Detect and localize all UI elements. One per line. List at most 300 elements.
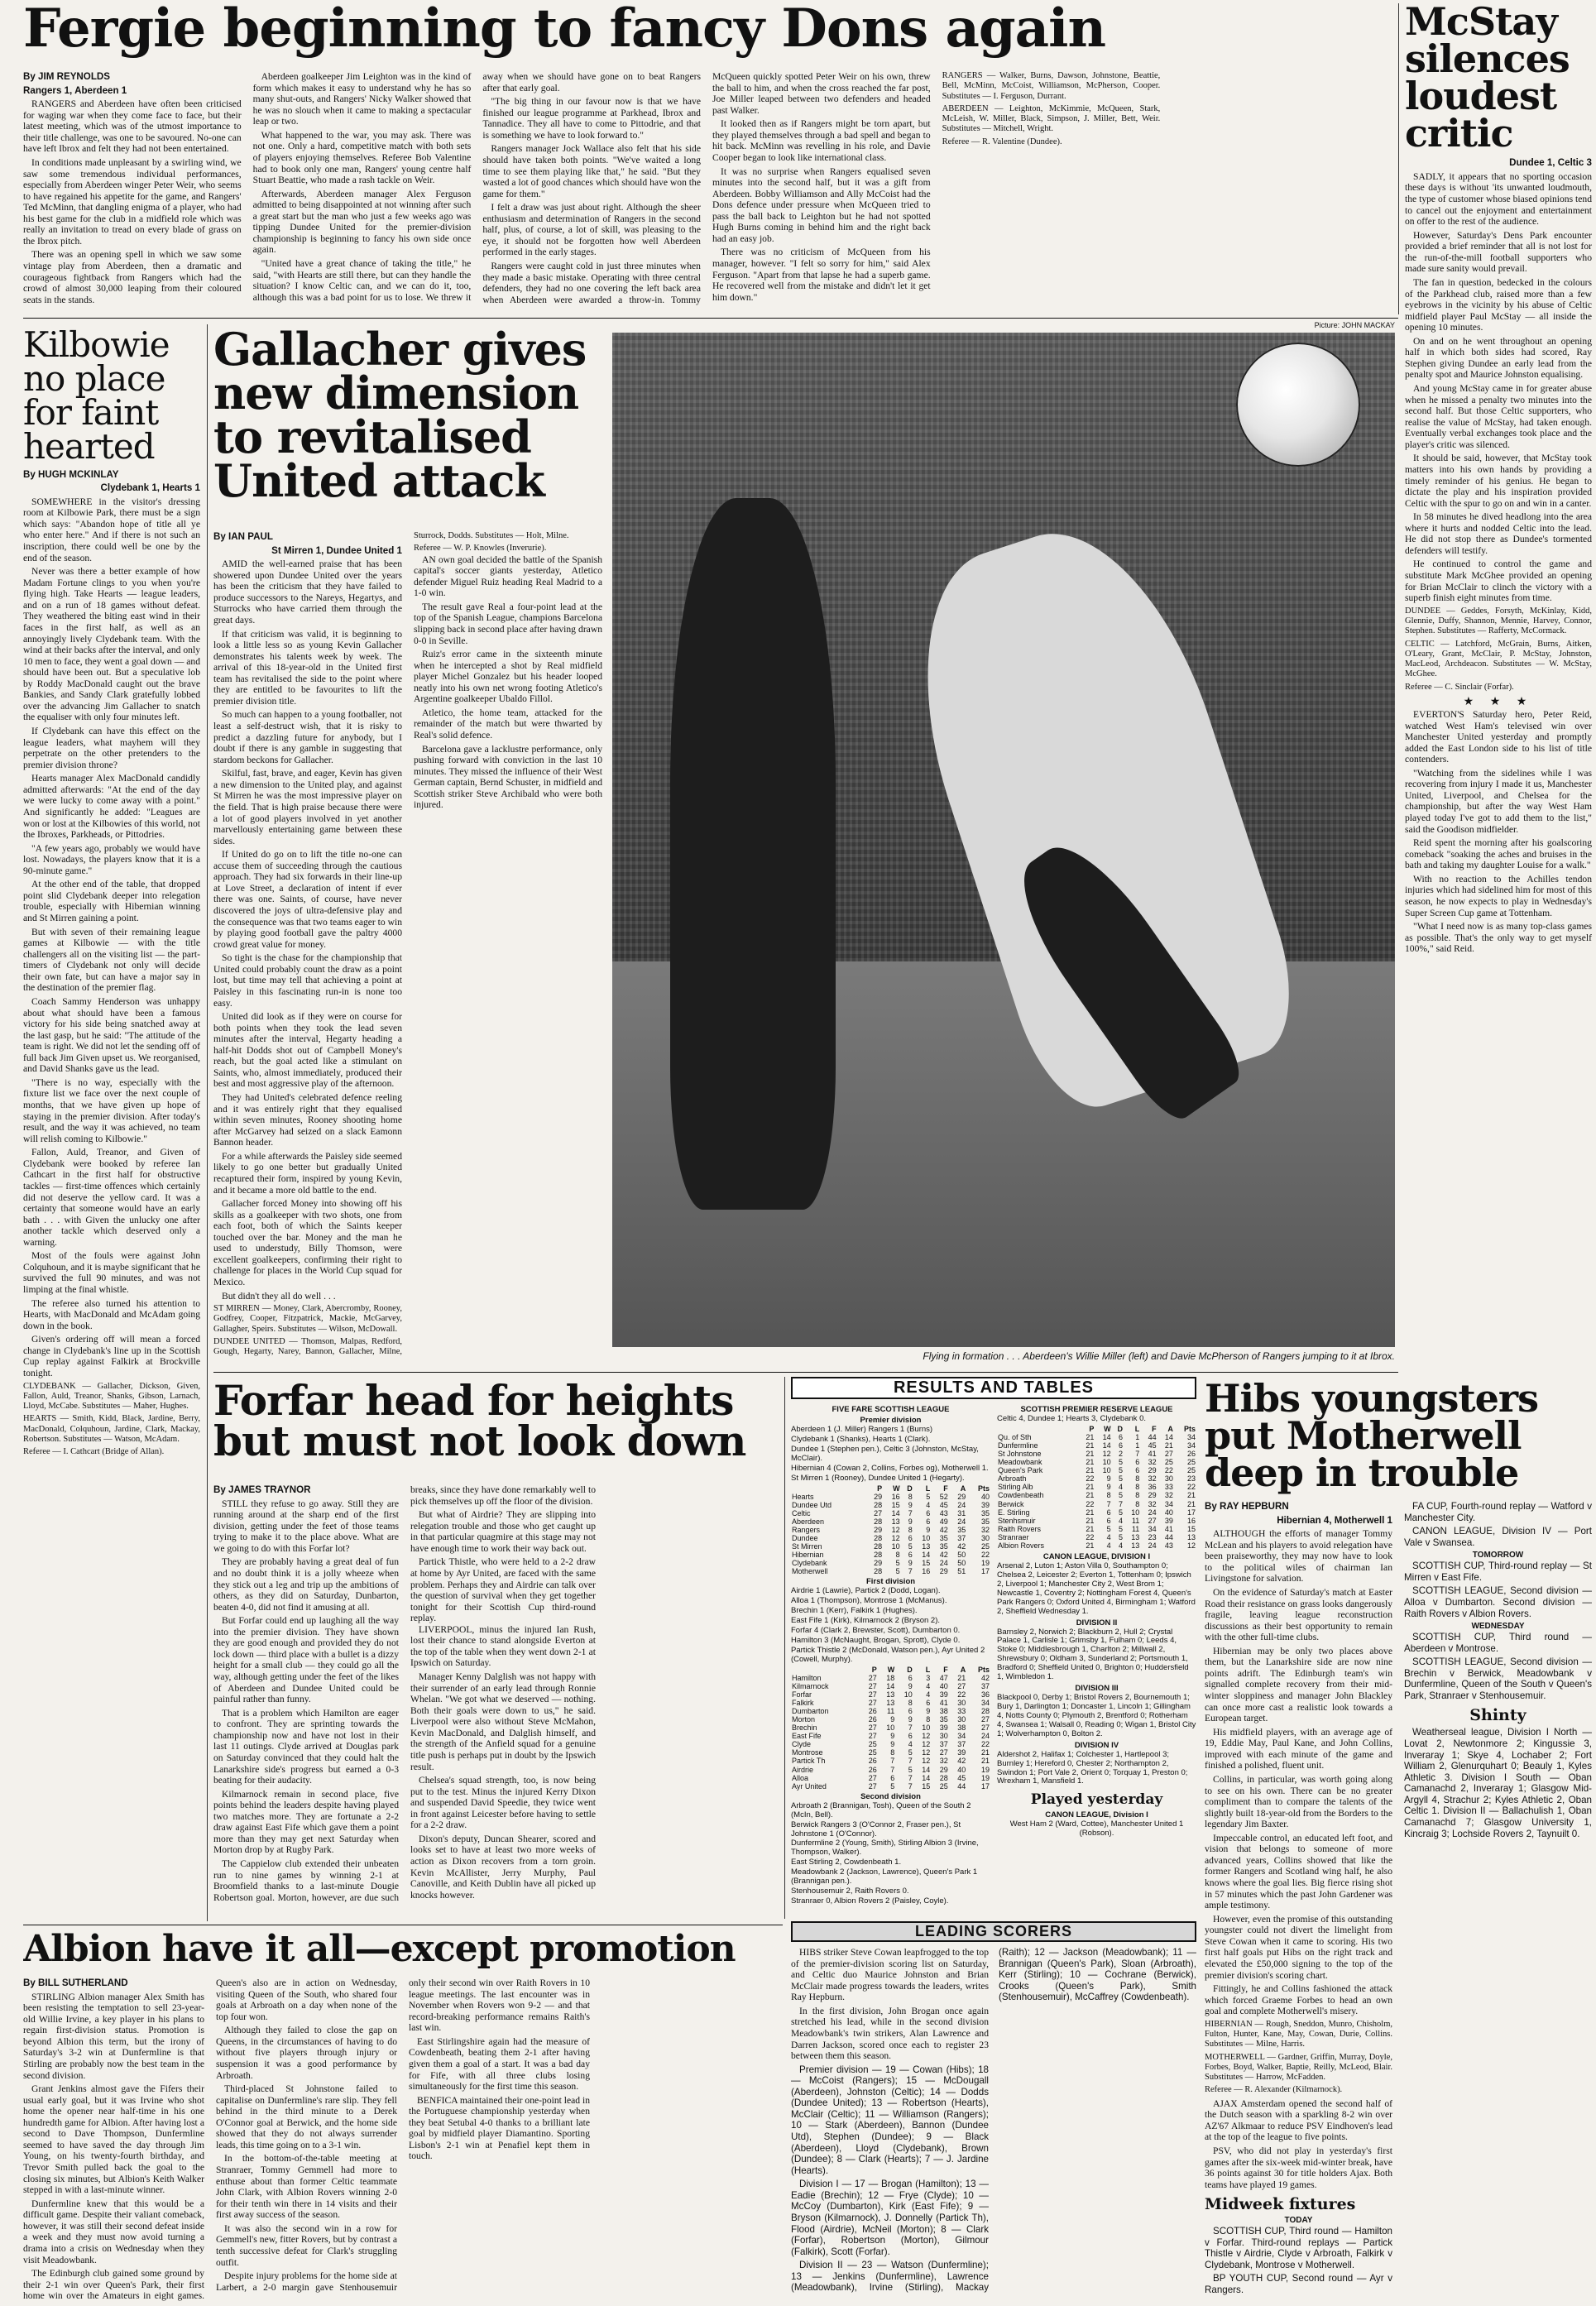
forfar-article xyxy=(213,1377,793,1919)
stat-cell: 40 xyxy=(980,1492,990,1501)
stat-cell: 26 xyxy=(868,1707,877,1715)
results-panel xyxy=(791,1377,1196,1915)
stat-cell: 9 xyxy=(908,1559,913,1568)
stat-cell: 9 xyxy=(908,1500,913,1509)
mcstay-subline: Dundee 1, Celtic 3 xyxy=(1509,157,1592,169)
spain-paragraphs xyxy=(414,554,602,811)
stat-cell: 8 xyxy=(926,1715,931,1724)
stat-cell: 5 xyxy=(1118,1508,1123,1517)
table-row xyxy=(997,1541,1196,1550)
kilbowie-author: BY HUGH MCKINLAY xyxy=(23,469,200,481)
table-row xyxy=(791,1740,990,1748)
canon-division1 xyxy=(997,1562,1196,1617)
table-row xyxy=(791,1782,990,1791)
stat-cell: 24 xyxy=(939,1559,948,1568)
stat-cell: 24 xyxy=(957,1517,966,1526)
stat-cell: 13 xyxy=(891,1517,900,1526)
team-lineup: Referee — R. Valentine (Dundee). xyxy=(942,137,1062,146)
stat-cell: 25 xyxy=(939,1781,948,1791)
stat-cell: 16 xyxy=(1186,1516,1196,1525)
stat-cell: 32 xyxy=(1164,1491,1173,1500)
stat-cell: 42 xyxy=(980,1673,990,1682)
paragraph: SADLY, it appears that no sporting occasion these days is without 'its unwanted loudmouth, the type of customer whose biased opinions tend to cancel out the enjoyment and entertainment on offer to the rest of the audience. xyxy=(1405,170,1592,228)
stat-cell: 30 xyxy=(1164,1474,1173,1484)
table-header-cell: D xyxy=(907,1665,913,1674)
stat-cell: 5 xyxy=(908,1748,913,1757)
stat-cell: 42 xyxy=(939,1551,948,1560)
table-row xyxy=(791,1748,990,1757)
paragraph: Barcelona gave a lacklustre performance, only pushing forward with conviction in the last 10 minutes. They missed the influence of their West German captain, Bernd Schuster, in midfield and Scottish striker Steve Archibald who were both injured. xyxy=(414,743,602,811)
stat-cell: 49 xyxy=(939,1517,948,1526)
stat-cell: 28 xyxy=(874,1517,883,1526)
team-lineup: CLYDEBANK — Gallacher, Dickson, Given, Fallon, Auld, Treanor, Shanks, Gibson, Larnach, Lloyd, McCabe. Substitutes — Maher, Hughes. xyxy=(23,1381,200,1412)
result-line: Airdrie 1 (Lawrie), Partick 2 (Dodd, Logan). xyxy=(791,1586,941,1596)
canon-division4 xyxy=(997,1751,1196,1787)
gallacher-headline: Gallacher gives new dimension to revitalised United attack xyxy=(213,324,587,507)
stat-cell: 6 xyxy=(926,1517,931,1526)
paragraph: The Edinburgh club gained some ground by their 2-1 win over Queen's Park, their first home win over the Amateurs in eight games. Queen's also are in action on Wednesday, visiting Queen of the South, who shared four goals at Arbroath on a day when none of the top four won. xyxy=(23,1978,397,2302)
paragraph: Aberdeen goalkeeper Jim Leighton was in the kind of form which makes it easy to understand why he has so many shut-outs, and Rangers' Nicky Walker showed that he was no slouch when it came to making a spectacular leap or two. xyxy=(252,71,472,127)
premier-results xyxy=(791,1426,990,1484)
stat-cell: 4 xyxy=(1106,1541,1111,1550)
everton-paragraphs xyxy=(1405,709,1592,955)
stat-cell: 8 xyxy=(1135,1474,1140,1484)
stat-cell: 22 xyxy=(1164,1466,1173,1475)
stat-cell: 25 xyxy=(1164,1458,1173,1467)
stat-cell: 30 xyxy=(980,1533,990,1542)
table-row xyxy=(791,1551,990,1559)
stat-cell: 10 xyxy=(891,1542,900,1551)
leading-premier: Premier division — 19 — Cowan (Hibs); 18 — McCoist (Rangers); 15 — McDougall (Aberdeen), Johnston (Celtic); 14 — Dodds (Dundee United); 13 — Robertson (Hearts), McClair (Celtic); 11 — Williamson (Rangers); 10 — Stark (Aberdeen), Bannon (Dundee Utd), Stephen (Dundee); 9 — Black (Aberdeen), Lloyd (Clydebank), Brown (Dundee); 8 — Clark (Hearts); 7 — J. Jardine (Hearts). xyxy=(791,2064,989,2176)
stat-cell: 22 xyxy=(1086,1499,1095,1508)
table-header-cell: Pts xyxy=(1183,1424,1196,1433)
table-row xyxy=(791,1493,990,1501)
paragraph: "A few years ago, probably we would have lost. Nowadays, the players know that it is a 90-minute game." xyxy=(23,842,200,876)
stat-cell: 8 xyxy=(1135,1483,1140,1492)
stat-cell: 12 xyxy=(891,1533,900,1542)
stat-cell: 27 xyxy=(868,1690,877,1699)
table-header-cell: D xyxy=(1117,1424,1123,1433)
stat-cell: 21 xyxy=(1086,1491,1095,1500)
paragraph: If Clydebank can have this effect on the league leaders, what mayhem will they perpetrate on the other pretenders to the premier division throne? xyxy=(23,726,200,770)
main-article xyxy=(23,0,1390,316)
stat-cell: 17 xyxy=(1186,1508,1196,1517)
table-row xyxy=(997,1466,1196,1474)
stat-cell: 40 xyxy=(939,1681,948,1690)
table-row xyxy=(997,1517,1196,1525)
stat-cell: 7 xyxy=(908,1508,913,1517)
paragraph: But Forfar could end up laughing all the way into the premier division. They have shown they are good enough and provided they do not lock down — third place with a bullet is a dizzy height for a small club — they could go all the way, although getting under the feet of the likes of Aberdeen and Dundee United could be painful rather than funny. xyxy=(213,1615,399,1705)
team-name-cell: Celtic xyxy=(792,1508,811,1517)
stat-cell: 16 xyxy=(891,1492,900,1501)
albion-article xyxy=(23,1930,783,2304)
stat-cell: 35 xyxy=(980,1508,990,1517)
paragraph: SOMEWHERE in the visitor's dressing room at Kilbowie Park, there must be a sign which says: "Abandon hope of title all ye who enter here." And if there is not such an inscription, there could well be one by the end of the season. xyxy=(23,496,200,563)
result-line: Blackpool 0, Derby 1; Bristol Rovers 2, Bournemouth 1; Bury 1, Darlington 1; Doncaster 1, Lincoln 1; Gillingham 4, Notts County 0; Plymouth 2, Brentford 0; Rotherham 4, Swansea 1; Walsall 0, Reading 0; Wigan 1, Bristol City 1; Wolverhampton 0, Bolton 2. xyxy=(997,1693,1196,1738)
team-lineup: HIBERNIAN — Rough, Sneddon, Munro, Chisholm, Fulton, Hunter, Kane, May, Cowan, Durie, Collins. Substitutes — Milne, Harris. xyxy=(1205,2019,1392,2050)
reserve-title: SCOTTISH PREMIER RESERVE LEAGUE xyxy=(1020,1405,1173,1414)
table-row xyxy=(997,1508,1196,1517)
paragraph: They are probably having a great deal of fun and no doubt think it is a jolly wheeze when they stick out a leg and trip up the ambitions of others, as they did on Saturday, Dunbarton, beaten 4-0, did not find it amusing at all. xyxy=(213,1556,399,1613)
team-name-cell: East Fife xyxy=(792,1732,822,1741)
stat-cell: 32 xyxy=(1148,1499,1157,1508)
stat-cell: 9 xyxy=(926,1707,931,1715)
forfar-body xyxy=(213,1484,793,1915)
canon-division4-title: DIVISION IV xyxy=(1074,1740,1119,1750)
table-row xyxy=(791,1690,990,1699)
stat-cell: 6 xyxy=(890,1773,895,1782)
paragraph: What happened to the war, you may ask. There was not one. Only a hard, competitive match with both sets of players enjoying themselves. Referee Bob Valentine had to book only one man, Rangers' young centre half Stuart Beattie, who made a rash tackle on Weir. xyxy=(252,129,472,186)
result-line: Arbroath 2 (Brannigan, Tosh), Queen of the South 2 (McIn, Bell). xyxy=(791,1800,971,1819)
stat-cell: 22 xyxy=(1086,1532,1095,1541)
stat-cell: 7 xyxy=(908,1773,913,1782)
stat-cell: 37 xyxy=(957,1740,966,1749)
stat-cell: 6 xyxy=(1106,1508,1111,1517)
paragraph: The fan in question, bedecked in the colours of the Parkhead club, raised more than a few eyebrows in the vicinity by his abuse of Celtic midfield player Paul McStay — all inside the opening 10 minutes. xyxy=(1405,276,1592,333)
stat-cell: 22 xyxy=(1086,1474,1095,1484)
result-line: Berwick Rangers 3 (O'Connor 2, Fraser pen.), St Johnstone 1 (O'Connor). xyxy=(791,1819,961,1839)
paragraph: Never was there a better example of how Madam Fortune clings to you when you're flying high. Take Hearts — league leaders, and on a run of 18 games without defeat. They weathered the biting east wind in their faces in the first half, as well as an annoyingly lively Clydebank team. With the wind at their backs after the interval, and only 10 men to face, they went a goal down — and should have been out. But a speculative lob by Roddy MacDonald caught out the brave Bankies, and Sandy Clark gratefully lobbed over the advancing Jim Gallacher to snatch the equaliser with only four minutes left. xyxy=(23,566,200,723)
paragraph: Hibernian may be only two places above them, but the Lanarkshire side are now nine points adrift. The Edinburgh team's win signalled complete recovery from their mid-winter sloppiness and manager John Blackley can once more cast a realistic look towards a European target. xyxy=(1205,1645,1392,1724)
table-row xyxy=(997,1433,1196,1441)
stat-cell: 8 xyxy=(908,1492,913,1501)
stat-cell: 21 xyxy=(1086,1466,1095,1475)
main-teams xyxy=(942,71,1161,147)
stat-cell: 9 xyxy=(908,1517,913,1526)
team-name-cell: Brechin xyxy=(792,1724,817,1733)
hibs-body xyxy=(1205,1501,1592,2300)
stat-cell: 9 xyxy=(1106,1474,1111,1484)
stat-cell: 6 xyxy=(1118,1432,1123,1441)
team-lineup: Referee — W. P. Knowles (Inverurie). xyxy=(414,544,547,554)
stat-cell: 4 xyxy=(926,1690,931,1699)
stat-cell: 9 xyxy=(908,1681,913,1690)
stat-cell: 27 xyxy=(1148,1516,1157,1525)
stat-cell: 14 xyxy=(1102,1441,1111,1450)
paragraph: BENFICA maintained their one-point lead in the Portuguese championship yesterday when they beat Setubal 4-0 thanks to a brilliant late goal by midfield player Diamantino. Sporting Lisbon's 2-1 win at Penafiel kept them in touch. xyxy=(409,2094,590,2162)
stat-cell: 6 xyxy=(1135,1466,1140,1475)
stat-cell: 12 xyxy=(891,1525,900,1534)
hibs-article xyxy=(1205,1377,1592,2304)
paragraph: Dixon's deputy, Duncan Shearer, scored and looks set to have at least two more weeks of action as Dixon recovers from a torn groin. Kevin McAllister, Jerry Murphy, Paul Canoville, and Keith Dublin have all picked up knocks however. xyxy=(410,1833,596,1901)
gallacher-paragraphs xyxy=(213,559,402,1302)
team-name-cell: Forfar xyxy=(792,1690,812,1699)
team-name-cell: Meadowbank xyxy=(998,1458,1042,1467)
albion-paragraphs xyxy=(23,1978,590,2302)
fixture-item: SCOTTISH CUP, Third-round replay — St Mirren v East Fife. xyxy=(1404,1561,1592,1583)
stat-cell: 21 xyxy=(1086,1458,1095,1467)
photo-caption: Flying in formation . . . Aberdeen's Willie Miller (left) and Davie McPherson of Rangers jumping to it at Ibrox. xyxy=(923,1350,1395,1362)
result-line: Barnsley 2, Norwich 2; Blackburn 2, Hull 2; Crystal Palace 1, Carlisle 1; Grimsby 1, Fulham 0; Leeds 4, Stoke 0; Middlesbrough 1, Charlton 2; Millwall 2, Shrewsbury 0; Oldham 3, Sunderland 2; Portsmouth 1, Bradford 0; Sheffield United 0, Brighton 0; Huddersfield 1, Wimbledon 1. xyxy=(997,1627,1189,1682)
stat-cell: 27 xyxy=(874,1508,883,1517)
stat-cell: 12 xyxy=(1102,1450,1111,1459)
table-row xyxy=(791,1526,990,1534)
team-name-cell: Kilmarnock xyxy=(792,1681,829,1690)
paragraph: It should be said, however, that McStay took matters into his own hands by providing a timely reminder of his genius. He began to dictate the play and his inspiration provided Celtic with the spur to go on and win in a canter. xyxy=(1405,453,1592,509)
played-result: West Ham 2 (Ward, Cottee), Manchester United 1 (Robson). xyxy=(1009,1819,1184,1839)
stat-cell: 4 xyxy=(926,1681,931,1690)
stat-cell: 22 xyxy=(1186,1483,1196,1492)
table-header-cell: F xyxy=(1152,1424,1157,1433)
table-header-cell: P xyxy=(877,1484,883,1493)
stat-cell: 47 xyxy=(939,1673,948,1682)
stat-cell: 5 xyxy=(1118,1474,1123,1484)
stat-cell: 14 xyxy=(1164,1432,1173,1441)
stat-cell: 29 xyxy=(1148,1466,1157,1475)
table-header-cell: A xyxy=(960,1484,966,1493)
stat-cell: 35 xyxy=(939,1542,948,1551)
table-row xyxy=(791,1682,990,1690)
mcstay-teams xyxy=(1405,606,1592,693)
stat-cell: 5 xyxy=(1118,1466,1123,1475)
stat-cell: 4 xyxy=(1106,1532,1111,1541)
paragraph: It looked then as if Rangers might be torn apart, but they played themselves through a bad spell and began to hit back. McMinn was revelling in his role, and Davie Cooper began to look like international class. xyxy=(712,118,931,163)
stat-cell: 13 xyxy=(1186,1532,1196,1541)
stat-cell: 25 xyxy=(868,1748,877,1757)
stat-cell: 32 xyxy=(980,1525,990,1534)
stat-cell: 23 xyxy=(1186,1474,1196,1484)
football-image xyxy=(1236,343,1360,467)
stat-cell: 15 xyxy=(1186,1524,1196,1533)
paragraph: So tight is the chase for the championship that United could probably count the draw as a point lost, but time may tell that achieving a point at Paisley in this fascinating run-in is none too easy. xyxy=(213,952,402,1009)
stat-cell: 9 xyxy=(890,1715,895,1724)
fixture-item: CANON LEAGUE, Division IV — Port Vale v Swansea. xyxy=(1404,1526,1592,1548)
albion-author: BY BILL SUTHERLAND xyxy=(23,1978,204,1989)
stat-cell: 23 xyxy=(1148,1532,1157,1541)
team-name-cell: Arbroath xyxy=(998,1474,1027,1484)
gallacher-subline: St Mirren 1, Dundee United 1 xyxy=(271,544,402,556)
stat-cell: 34 xyxy=(1186,1432,1196,1441)
table-row xyxy=(791,1674,990,1682)
stat-cell: 15 xyxy=(922,1559,931,1568)
shinty-results: Weatherseal league, Division I North — Lovat 2, Newtonmore 2; Kingussie 3, Inveraray 1; Skye 4, Lochaber 2; Fort William 2, Glenurquhart 0; Beauly 1, Kyles Athletic 3. Division I South — Oban Camanachd 2, Inveraray 1; Glasgow Mid-Argyll 4, Strachur 2; Kyles Athletic 2, Oban Celtic 1. Division II — Ballachulish 1, Oban Camanachd 7; Glasgow University 1, Kincraig 3; Lochside Rovers 2, Taynuilt 0. xyxy=(1404,1727,1592,1839)
stat-cell: 8 xyxy=(908,1525,913,1534)
stat-cell: 29 xyxy=(939,1567,948,1576)
stat-cell: 44 xyxy=(1148,1432,1157,1441)
stat-cell: 12 xyxy=(922,1740,931,1749)
paragraph: Reid spent the morning after his goalscoring comeback "soaking the aches and bruises in the bath and taking my daughter Louise for a walk." xyxy=(1405,837,1592,871)
paragraph: Dunfermline knew that this would be a difficult game. Despite their valiant comeback, however, it was still their second defeat inside a week and they must now avoid turning a drama into a crisis on Wednesday when they visit Meadowbank. xyxy=(23,2198,204,2265)
stat-cell: 34 xyxy=(957,1732,966,1741)
midweek-title: Midweek fixtures xyxy=(1205,2195,1356,2214)
stat-cell: 41 xyxy=(1148,1450,1157,1459)
paragraph: AMID the well-earned praise that has been showered upon Dundee United over the years has been the criticism that they have failed to produce successors to the Nareys, Hegartys, and Sturrocks who have carried them through the great days. xyxy=(213,559,402,626)
played-yesterday-title: Played yesterday xyxy=(1030,1791,1163,1809)
stat-cell: 13 xyxy=(922,1542,931,1551)
paragraph: There was an opening spell in which we saw some vintage play from Aberdeen, then a dramatic and courageous fightback from Rangers which had the crowd of almost 30,000 leaping from their coloured seats in the stands. xyxy=(23,249,242,305)
stat-cell: 4 xyxy=(1118,1541,1123,1550)
table-header-cell: F xyxy=(943,1665,948,1674)
stat-cell: 13 xyxy=(1131,1541,1140,1550)
stat-cell: 14 xyxy=(886,1681,895,1690)
stat-cell: 28 xyxy=(874,1533,883,1542)
stat-cell: 9 xyxy=(890,1732,895,1741)
stat-cell: 26 xyxy=(868,1757,877,1766)
stat-cell: 22 xyxy=(957,1690,966,1699)
stat-cell: 25 xyxy=(868,1740,877,1749)
stat-cell: 52 xyxy=(939,1492,948,1501)
table-row xyxy=(791,1774,990,1782)
fixture-item: SCOTTISH CUP, Third round — Hamilton v Forfar. Third-round replays — Partick Thistle v Airdrie, Clyde v Arbroath, Falkirk v Clydebank, Montrose v Motherwell. xyxy=(1205,2226,1392,2270)
table-header-cell: P xyxy=(1089,1424,1095,1433)
paragraph: Manager Kenny Dalglish was not happy with their surrender of an early lead through Ronnie Whelan. "We got what we deserved — nothing. Both their goals were down to us," he said. Liverpool were also without Steve McMahon, Kevin MacDonald, and Dalglish himself, and the strength of the Anfield squad for a genuine title push is perhaps put in doubt by the Ipswich result. xyxy=(410,1671,596,1772)
stat-cell: 37 xyxy=(980,1681,990,1690)
stat-cell: 29 xyxy=(1148,1491,1157,1500)
stat-cell: 21 xyxy=(1086,1483,1095,1492)
stat-cell: 10 xyxy=(886,1724,895,1733)
team-name-cell: Montrose xyxy=(792,1748,823,1757)
stat-cell: 11 xyxy=(1131,1524,1140,1533)
stat-cell: 13 xyxy=(886,1698,895,1707)
paragraph: Although they failed to close the gap on Queens, in the circumstances of having to do without five players through injury or suspension it was a good performance by Arbroath. xyxy=(216,2025,397,2081)
stat-cell: 6 xyxy=(908,1707,913,1715)
result-line: Dundee 1 (Stephen pen.), Celtic 3 (Johnston, McStay, McClair). xyxy=(791,1444,979,1463)
paragraph: His midfield players, with an average age of 19, Eddie May, Paul Kane, and John Collins, improved with each minute of the game and finished a polished, fluent unit. xyxy=(1205,1726,1392,1771)
table-row xyxy=(997,1483,1196,1491)
paragraph: It was no surprise when Rangers equalised seven minutes into the second half, but it was a gift from Aberdeen. Bobby Williamson and Ally McCoist had the Dons defence under pressure when McQueen tried to pass the ball back to Leighton but he had not spotted Hugh Burns coming in behind him and the right back had an easy job. xyxy=(712,165,931,244)
stat-cell: 28 xyxy=(874,1542,883,1551)
table-row xyxy=(997,1525,1196,1533)
hibs-subline: Hibernian 4, Motherwell 1 xyxy=(1277,1514,1392,1526)
leading-p2: In the first division, John Brogan once again stretched his lead, while in the second division Meadowbank's twin strikers, Alan Lawrence and Darren Jackson, scored once each to register 23 between them this season. xyxy=(791,2005,989,2062)
table-row xyxy=(997,1458,1196,1466)
paragraph: That is a problem which Hamilton are eager to confront. They are sprinting towards the championship now and have not lost in their last 11 outings. Clyde arrived at Douglas park on Saturday convinced that they could halt the Lanarkshire side's progress but earned a 0-3 beating for their audacity. xyxy=(213,1707,399,1786)
team-lineup: ST MIRREN — Money, Clark, Abercromby, Rooney, Godfrey, Cooper, Fitzpatrick, Mackie, McGarvey, Gallagher, Speirs. Substitutes — Wilson, McDowall. xyxy=(213,1304,402,1334)
stat-cell: 16 xyxy=(922,1567,931,1576)
team-lineup: DUNDEE — Geddes, Forsyth, McKinlay, Kidd, Glennie, Duffy, Shannon, Mennie, Harvey, Connor, Stephen. Substitutes — Rafferty, McCormack. xyxy=(1405,606,1592,636)
stat-cell: 10 xyxy=(922,1724,931,1733)
table-header-cell: F xyxy=(943,1484,948,1493)
paragraph: Afterwards, Aberdeen manager Alex Ferguson admitted to being disappointed at not winning after such a great start but the man who just a few weeks ago was tipping Dundee United for the premier-division championship is beginning to fancy his own side once again. xyxy=(252,188,472,256)
stat-cell: 50 xyxy=(957,1551,966,1560)
table-header-cell xyxy=(791,1666,860,1674)
stat-cell: 15 xyxy=(891,1500,900,1509)
kilbowie-paragraphs xyxy=(23,496,200,1379)
stat-cell: 42 xyxy=(957,1542,966,1551)
stat-cell: 39 xyxy=(980,1500,990,1509)
stat-cell: 27 xyxy=(980,1715,990,1724)
stat-cell: 8 xyxy=(1135,1499,1140,1508)
stat-cell: 21 xyxy=(1186,1499,1196,1508)
stat-cell: 35 xyxy=(939,1715,948,1724)
stat-cell: 29 xyxy=(874,1559,883,1568)
stat-cell: 21 xyxy=(1086,1541,1095,1550)
table-row xyxy=(791,1559,990,1567)
gallacher-article xyxy=(213,324,602,1375)
stat-cell: 21 xyxy=(1086,1508,1095,1517)
paragraph: Fittingly, he and Collins fashioned the attack which forced Graeme Forbes to head an own goal and complete Motherwell's misery. xyxy=(1205,1983,1392,2017)
stat-cell: 12 xyxy=(922,1748,931,1757)
stat-cell: 27 xyxy=(939,1748,948,1757)
stat-cell: 44 xyxy=(1164,1532,1173,1541)
team-name-cell: Dundee xyxy=(792,1533,818,1542)
table-header-cell: W xyxy=(893,1484,900,1493)
stat-cell: 27 xyxy=(868,1698,877,1707)
team-lineup: MOTHERWELL — Gardner, Griffin, Murray, Doyle, Forbes, Boyd, Walker, Baptie, Reilly, McLeod, Blair. Substitutes — Harrow, McFadden. xyxy=(1205,2052,1392,2083)
hibs-author: BY RAY HEPBURN xyxy=(1205,1501,1392,1513)
leading-first: Division I — 17 — Brogan (Hamilton); 13 — Eadie (Brechin); 12 — Frye (Clyde); 10 — McCoy (Dumbarton), Kirk (East Fife); 9 — Bryson (Kilmarnock), J. Donnelly (Partick Th), Flood (Airdrie), McNeil (Morton); 8 — Clark (Forfar), Robertson (Morton), Gilmour (Falkirk), Scott (Forfar). xyxy=(791,2179,989,2257)
team-name-cell: St Mirren xyxy=(792,1542,822,1551)
table-row xyxy=(997,1491,1196,1499)
stat-cell: 24 xyxy=(957,1500,966,1509)
photo-credit: Picture: JOHN MACKAY xyxy=(1314,321,1395,329)
team-name-cell: Falkirk xyxy=(792,1698,814,1707)
stat-cell: 28 xyxy=(874,1551,883,1560)
hibs-headline: Hibs youngsters put Motherwell deep in trouble xyxy=(1205,1377,1539,1496)
paragraph: Grant Jenkins almost gave the Fifers their usual early goal, but it was Irvine who shot home the opener near half-time in his one hundredth game for Albion. After having lost a second to Dave Thompson, Dunfermline seemed to have saved the day through Jim Young, on his twenty-fourth birthday, and Trevor Smith pulled back the goal to the closing six minutes, but Albion's Keith Walker stepped in with a last-minute winner. xyxy=(23,2083,204,2196)
team-name-cell: Alloa xyxy=(792,1773,809,1782)
team-name-cell: Ayr United xyxy=(792,1781,827,1791)
main-body xyxy=(23,71,1390,311)
table-row xyxy=(791,1501,990,1509)
table-header-cell xyxy=(791,1484,865,1493)
stat-cell: 34 xyxy=(1148,1524,1157,1533)
team-lineup: Referee — I. Cathcart (Bridge of Allan). xyxy=(23,1447,165,1457)
paragraph: He continued to control the game and substitute Mark McGhee provided an opening for Brian McClair to clinch the victory with a superb finish eight minutes from time. xyxy=(1405,559,1592,604)
stat-cell: 5 xyxy=(895,1567,900,1576)
paragraph: ALTHOUGH the efforts of manager Tommy McLean and his players to avoid relegation have been praiseworthy, they may now have to look to the political wiles of chairman Ian Livingstone for salvation. xyxy=(1205,1528,1392,1584)
team-name-cell: Berwick xyxy=(998,1499,1024,1508)
stat-cell: 34 xyxy=(1164,1499,1173,1508)
team-lineup: DUNDEE UNITED — Thomson, Malpas, Redford, Gough, Hegarty, Narey, Bannon, Gallacher, Milne, Sturrock, Dodds. Substitutes — Holt, Milne. xyxy=(213,531,569,1357)
stat-cell: 26 xyxy=(868,1715,877,1724)
stat-cell: 8 xyxy=(890,1748,895,1757)
stat-cell: 6 xyxy=(1135,1458,1140,1467)
result-line: Forfar 4 (Clark 2, Brewster, Scott), Dumbarton 0. xyxy=(791,1626,961,1635)
stat-cell: 37 xyxy=(957,1533,966,1542)
team-lineup: ABERDEEN — Leighton, McKimmie, McQueen, Stark, McLeish, W. Miller, Black, Simpson, J. Miller, Bett, Weir. Substitutes — Mitchell, Wright. xyxy=(942,103,1161,134)
stat-cell: 45 xyxy=(939,1500,948,1509)
team-name-cell: Qu. of Sth xyxy=(998,1432,1032,1441)
stat-cell: 37 xyxy=(939,1740,948,1749)
fixture-item: BP YOUTH CUP, Second round — Ayr v Rangers. xyxy=(1205,2273,1392,2296)
team-name-cell: Hibernian xyxy=(792,1551,824,1560)
stat-cell: 43 xyxy=(1164,1541,1173,1550)
canon-division2-title: DIVISION II xyxy=(1076,1618,1118,1628)
main-headline: Fergie beginning to fancy Dons again xyxy=(23,0,1105,60)
team-lineup: Referee — R. Alexander (Kilmarnock). xyxy=(1205,2085,1343,2095)
stat-cell: 14 xyxy=(922,1551,931,1560)
stat-cell: 27 xyxy=(980,1724,990,1733)
league-title: FIVE FARE SCOTTISH LEAGUE xyxy=(832,1405,950,1414)
team-name-cell: Stirling Alb xyxy=(998,1483,1033,1492)
stat-cell: 45 xyxy=(1148,1441,1157,1450)
psv-paragraph: PSV, who did not play in yesterday's first games after the six-week mid-winter break, have 36 points against 30 for title holders Ajax. Both teams have played 19 games. xyxy=(1205,2145,1392,2190)
stat-cell: 5 xyxy=(1106,1524,1111,1533)
stat-cell: 7 xyxy=(1118,1499,1123,1508)
stat-cell: 33 xyxy=(1164,1483,1173,1492)
result-line: Partick Thistle 2 (McDonald, Watson pen.), Ayr United 2 (Cowell, Murphy). xyxy=(791,1645,985,1664)
stat-cell: 5 xyxy=(890,1781,895,1791)
team-name-cell: Rangers xyxy=(792,1525,821,1534)
stat-cell: 27 xyxy=(868,1724,877,1733)
result-line: East Fife 1 (Kirk), Kilmarnock 2 (Bryson 2). xyxy=(791,1616,941,1626)
stat-cell: 27 xyxy=(1164,1450,1173,1459)
stat-cell: 5 xyxy=(1118,1532,1123,1541)
result-line: Brechin 1 (Kerr), Falkirk 1 (Hughes). xyxy=(791,1606,918,1616)
stat-cell: 10 xyxy=(903,1690,913,1699)
fixture-day: TOMORROW xyxy=(1472,1551,1524,1561)
stat-cell: 10 xyxy=(1131,1508,1140,1517)
table-row xyxy=(791,1517,990,1526)
stat-cell: 21 xyxy=(1164,1441,1173,1450)
stat-cell: 9 xyxy=(908,1715,913,1724)
team-name-cell: E. Stirling xyxy=(998,1508,1030,1517)
stat-cell: 31 xyxy=(957,1508,966,1517)
stat-cell: 8 xyxy=(1135,1491,1140,1500)
paragraph: The referee also turned his attention to Hearts, with MacDonald and McAdam going down in the book. xyxy=(23,1297,200,1331)
stat-cell: 26 xyxy=(1186,1450,1196,1459)
